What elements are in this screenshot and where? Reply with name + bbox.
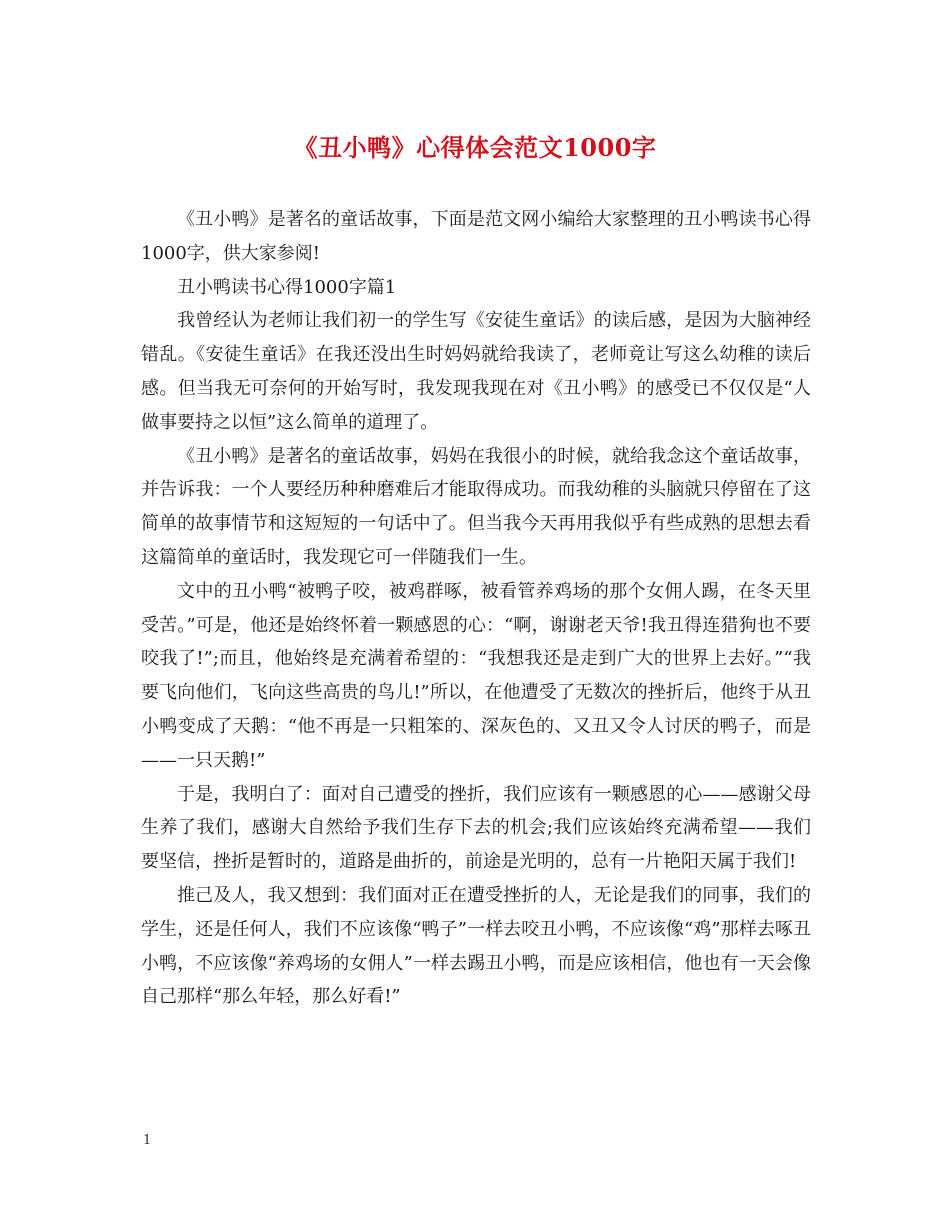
page-number: 1 xyxy=(143,1133,152,1148)
body-paragraph: 于是，我明白了：面对自己遭受的挫折，我们应该有一颗感恩的心——感谢父母生养了我们，感谢大自然给予我们生存下去的机会;我们应该始终充满希望——我们要坚信，挫折是暂时的，道路是曲折的，前途是光明的，总有一片艳阳天属于我们! xyxy=(141,783,811,873)
body-paragraph: 推己及人，我又想到：我们面对正在遭受挫折的人，无论是我们的同事，我们的学生，还是任何人，我们不应该像“鸭子”一样去咬丑小鸭，不应该像“鸡”那样去啄丑小鸭，不应该像“养鸡场的女佣人”一样去踢丑小鸭，而是应该相信，他也有一天会像自己那样“那么年轻，那么好看!” xyxy=(141,884,811,1008)
body-paragraph: 我曾经认为老师让我们初一的学生写《安徒生童话》的读后感，是因为大脑神经错乱。《安徒生童话》在我还没出生时妈妈就给我读了，老师竟让写这么幼稚的读后感。但当我无可奈何的开始写时，我发现我现在对《丑小鸭》的感受已不仅仅是“人做事要持之以恒”这么简单的道理了。 xyxy=(141,310,811,433)
body-paragraph: 《丑小鸭》是著名的童话故事，妈妈在我很小的时候，就给我念这个童话故事，并告诉我：一个人要经历种种磨难后才能取得成功。而我幼稚的头脑就只停留在了这简单的故事情节和这短短的一句话中了。但当我今天再用我似乎有些成熟的思想去看这篇简单的童话时，我发现它可一伴随我们一生。 xyxy=(141,445,811,568)
document-title: 《丑小鸭》心得体会范文1000字 xyxy=(293,133,657,162)
document-body xyxy=(141,203,811,1014)
body-paragraph: 文中的丑小鸭“被鸭子咬，被鸡群啄，被看管养鸡场的那个女佣人踢，在冬天里受苦。”可是，他还是始终怀着一颗感恩的心：“啊，谢谢老天爷!我丑得连猎狗也不要咬我了!”;而且，他始终是充满着希望的：“我想我还是走到广大的世界上去好。”“我要飞向他们，飞向这些高贵的鸟儿!”所以，在他遭受了无数次的挫折后，他终于从丑小鸭变成了天鹅：“他不再是一只粗笨的、深灰色的、又丑又令人讨厌的鸭子，而是——一只天鹅!” xyxy=(141,580,811,771)
section-heading: 丑小鸭读书心得1000字篇1 xyxy=(177,276,397,298)
intro-paragraph: 《丑小鸭》是著名的童话故事，下面是范文网小编给大家整理的丑小鸭读书心得1000字，供大家参阅! xyxy=(141,209,811,264)
